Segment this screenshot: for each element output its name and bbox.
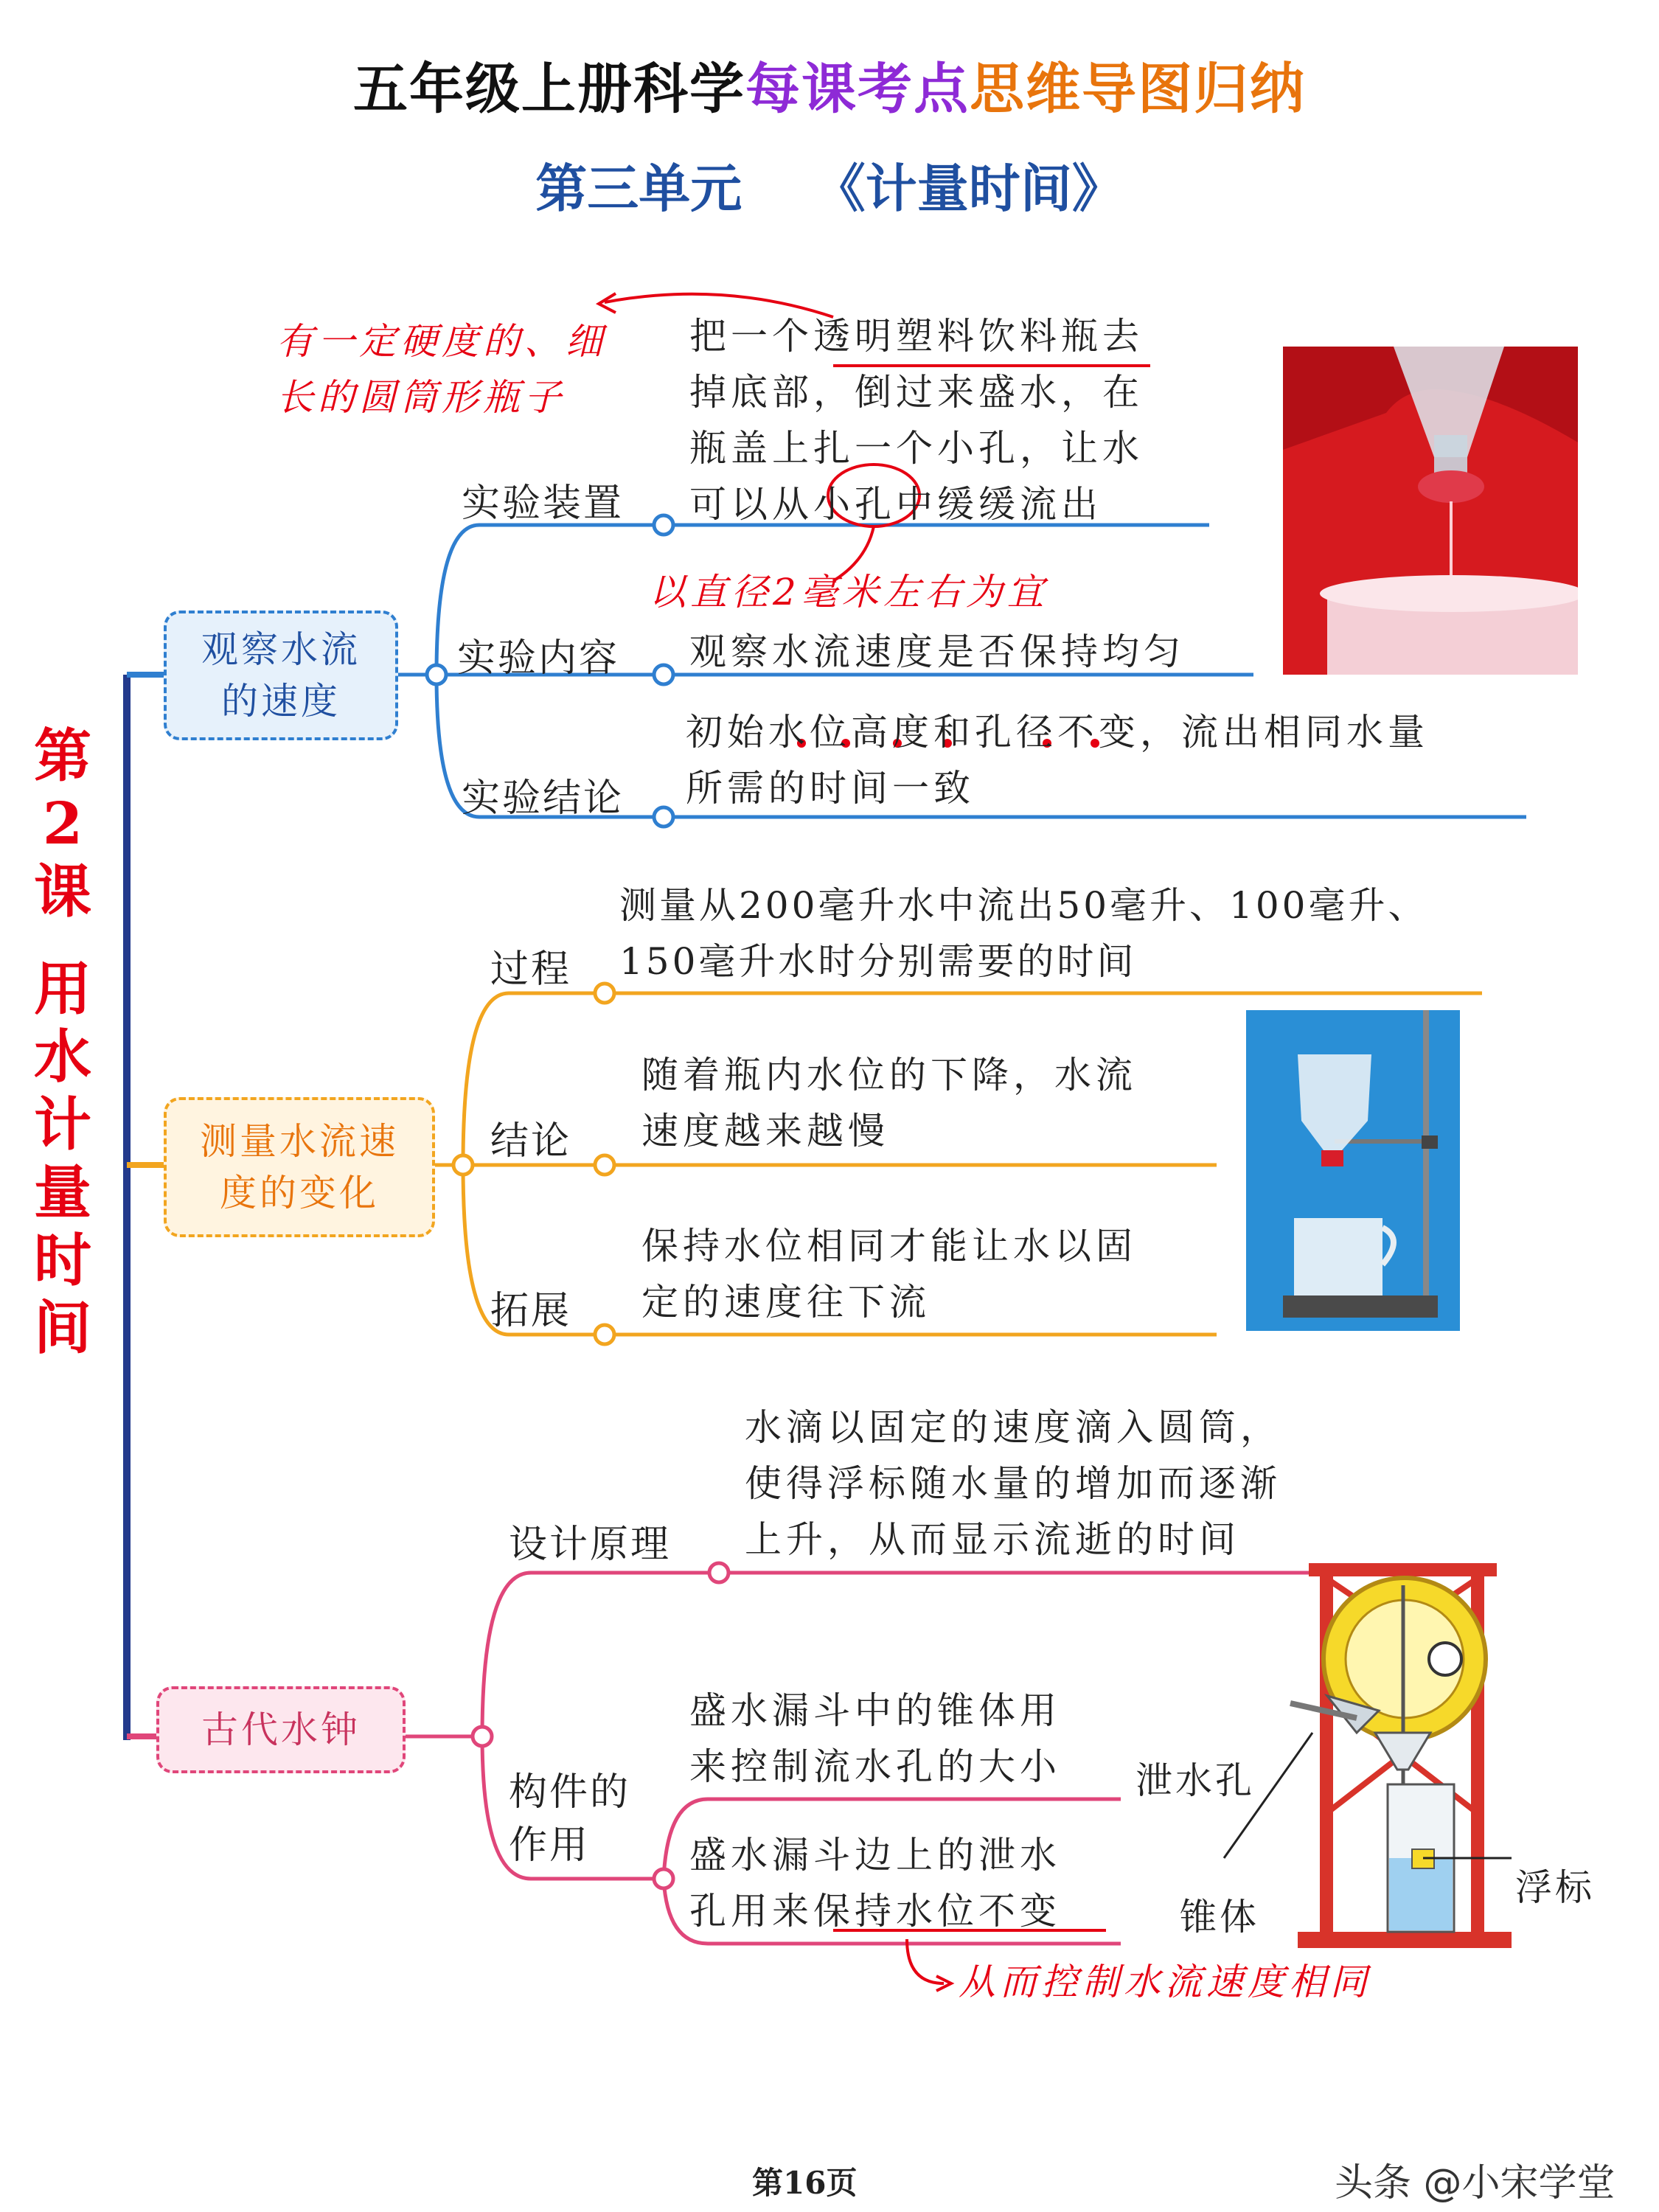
branch-1-item-1-label: 实验装置 [462, 481, 625, 526]
watermark-brand: 头条 @小宋学堂 [1335, 2161, 1615, 2205]
lesson-char: 时 [33, 1227, 91, 1294]
branch-1-item-2-label: 实验内容 [457, 636, 620, 681]
photo-bottle-on-stand [1246, 1010, 1460, 1331]
branch-2-item-3-label: 拓展 [490, 1289, 572, 1333]
page-subtitle: 第三单元 《计量时间》 [535, 159, 1124, 219]
branch-1-title-text: 观察水流的速度 [201, 628, 361, 723]
title-part-3: 思维导图归纳 [970, 58, 1306, 121]
branch-2-item-2-text: 随着瓶内水位的下降，水流 速度越来越慢 [641, 1054, 1137, 1152]
lesson-char: 计 [33, 1091, 91, 1158]
branch-2-title [164, 1097, 435, 1237]
branch-1-item-3-text: 初始水位高度和孔径不变，流出相同水量 所需的时间一致 [686, 711, 1429, 810]
branch-2-title-text: 测量水流速度的变化 [200, 1120, 399, 1214]
branch-2-item-1-text: 测量从200毫升水中流出50毫升、100毫升、 150毫升水时分别需要的时间 [619, 884, 1428, 983]
lesson-char: 用 [33, 956, 91, 1023]
lesson-title [29, 723, 96, 1363]
lesson-char: 课 [33, 858, 91, 925]
lesson-char: 间 [33, 1295, 91, 1362]
branch-1-title [164, 611, 398, 740]
title-part-2: 每课考点 [745, 58, 970, 121]
branch-1-item-3-label: 实验结论 [462, 776, 625, 821]
lesson-char: 第 [33, 723, 91, 790]
branch-2-item-1-label: 过程 [490, 947, 572, 992]
diagram-label-cone: 锥体 [1180, 1896, 1259, 1938]
branch-3-sub-item-1: 盛水漏斗中的锥体用 来控制流水孔的大小 [689, 1689, 1061, 1788]
page-number: 第16页 [752, 2165, 858, 2201]
branch-3-item-1-label: 设计原理 [509, 1523, 672, 1567]
branch-2-item-3-text: 保持水位相同才能让水以固 定的速度往下流 [641, 1225, 1137, 1324]
note-flow-speed: 从而控制水流速度相同 [959, 1961, 1371, 2003]
branch-1-item-2-text: 观察水流速度是否保持均匀 [689, 630, 1185, 673]
diagram-label-drain-hole: 泄水孔 [1135, 1759, 1255, 1802]
lesson-char [29, 926, 96, 956]
photo-bottle-dripping [1283, 347, 1578, 675]
branch-3-title-text: 古代水钟 [201, 1708, 361, 1751]
branch-3-title [156, 1686, 406, 1773]
title-part-1: 五年级上册科学 [353, 58, 745, 121]
branch-3-item-1-text: 水滴以固定的速度滴入圆筒， 使得浮标随水量的增加而逐渐 上升，从而显示流逝的时间 [745, 1406, 1281, 1561]
note-bottle: 有一定硬度的、细 长的圆筒形瓶子 [276, 320, 607, 419]
lesson-char: 量 [33, 1159, 91, 1226]
lesson-char: 水 [33, 1023, 91, 1091]
branch-2-item-2-label: 结论 [490, 1119, 572, 1164]
branch-3-sub-item-2: 盛水漏斗边上的泄水 孔用来保持水位不变 [689, 1834, 1061, 1933]
branch-1-item-1-text: 把一个透明塑料饮料瓶去 掉底部，倒过来盛水，在 瓶盖上扎一个小孔，让水 可以从小孔中缓缓流出 [689, 315, 1144, 526]
branch-3-item-2-label: 构件的 作用 [509, 1770, 631, 1868]
lesson-char: 2 [42, 790, 83, 858]
note-hole-size: 以直径2毫米左右为宜 [649, 571, 1048, 613]
diagram-label-float: 浮标 [1515, 1866, 1595, 1909]
